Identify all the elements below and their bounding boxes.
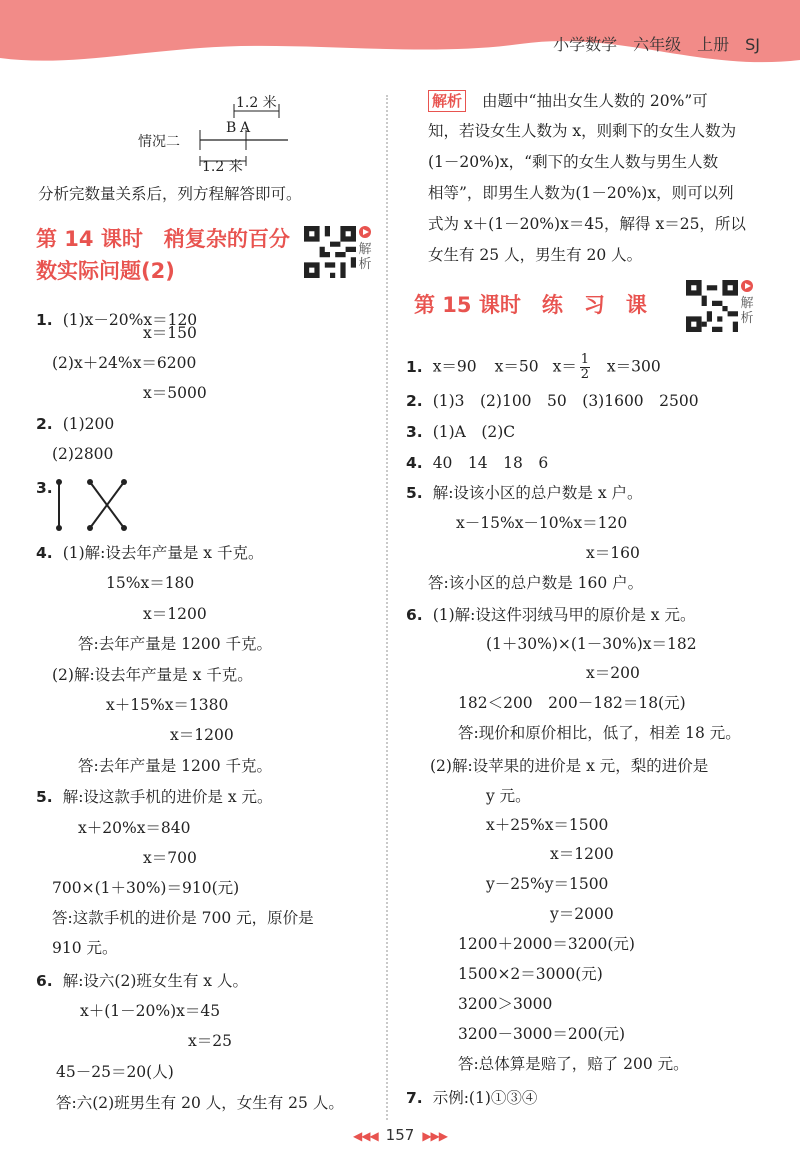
answer-text: x＝25 [188,1032,232,1050]
qr-label: 解析 [358,242,372,272]
fraction-denominator: 2 [580,367,590,382]
left-answer-line [143,322,197,344]
answer-text: x＝200 [586,664,640,682]
diagram-bottom-length: 1.2 米 [202,159,243,175]
answer-text: x＝1200 [170,726,234,744]
question-number: 5. [36,788,53,806]
left-answer-line [78,633,272,655]
header-subject: 小学数学 [553,35,618,54]
answer-text: 答:现价和原价相比，低了，相差 18 元。 [458,724,741,742]
answer-text: x＋(1－20%)x＝45 [80,1002,221,1020]
answer-text: x＝1200 [550,845,614,863]
fraction-one-half [580,353,590,382]
answer-text: (1)解:设这件羽绒马甲的原价是 x 元。 [432,606,696,624]
left-answer-line [106,572,194,594]
answer-text: 答:去年产量是 1200 千克。 [78,635,273,653]
question-number: 5. [406,484,423,502]
answer-text: x＋25%x＝1500 [486,816,609,834]
left-answer-line [52,664,253,686]
left-answer-line [52,937,118,959]
right-answer-1 [406,353,661,382]
answer-text: 1200＋2000＝3200(元) [458,935,635,953]
analysis-text: 相等”，即男生人数为(1－20%)x，则可以列 [428,184,734,202]
right-answer-line [430,755,708,777]
right-answer-line [406,482,643,504]
right-answer-line [458,1053,689,1075]
answer-1a: x＝90 [432,357,477,376]
analysis-text: 式为 x＋(1－20%)x＝45，解得 x＝25，所以 [428,215,746,233]
fraction-numerator: 1 [580,352,590,367]
answer-text: (1)x－20%x＝120 [62,311,198,329]
right-answer-line [550,843,614,865]
analysis-line [428,90,708,112]
question-number: 7. [406,1089,423,1107]
answer-text: x＝700 [143,849,197,867]
right-answer-line [406,421,515,443]
qr-code-icon[interactable] [686,280,738,332]
left-answer-line [188,1030,232,1052]
answer-1c-prefix: x＝ [552,357,577,376]
answer-1d: x＝300 [606,357,661,376]
left-answer-line [170,724,234,746]
answer-text: 1500×2＝3000(元) [458,965,603,983]
prev-arrows-icon: ◀◀◀ [352,1129,378,1143]
answer-text: x＝160 [586,544,640,562]
analysis-text: 由题中“抽出女生人数的 20%”可 [482,92,708,110]
question-number: 3. [406,423,423,441]
left-answer-line [106,694,228,716]
lesson14-title-line1: 第 14 课时 稍复杂的百分 [36,227,290,251]
analysis-text: (1－20%)x，“剩下的女生人数与男生人数 [428,153,719,171]
answer-text: (1)A (2)C [432,423,516,441]
answer-text: 910 元。 [52,939,118,957]
answer-text: (1＋30%)×(1－30%)x＝182 [486,635,697,653]
answer-text: 解:设该小区的总户数是 x 户。 [432,484,643,502]
analysis-line [428,120,736,142]
answer-text: (2)解:设苹果的进价是 x 元，梨的进价是 [430,757,709,775]
answer-text: 答:总体算是赔了，赔了 200 元。 [458,1055,689,1073]
answer-text: 答:六(2)班男生有 20 人，女生有 25 人。 [56,1094,344,1112]
analysis-line [428,151,718,173]
left-answer-line [52,877,239,899]
question-number: 3. [36,479,53,497]
page-footer [0,1126,800,1144]
answer-text: 答:该小区的总户数是 160 户。 [428,574,644,592]
left-answer-line [52,443,113,465]
left-answer-line [36,413,114,435]
play-icon [741,280,753,292]
answer-text: y＝2000 [550,905,614,923]
answer-text: 3200＞3000 [458,995,553,1013]
right-answer-line [486,814,608,836]
right-answer-line [406,390,699,412]
right-answer-line [428,572,643,594]
diagram-case-label: 情况二 [138,134,180,150]
question-number: 2. [36,415,53,433]
left-answer-line [80,1000,220,1022]
right-answer-line [456,512,627,534]
column-divider [386,95,388,1120]
right-answer-line [486,633,697,655]
lesson15-title: 第 15 课时 练 习 课 [414,293,647,317]
right-answer-line [458,963,603,985]
analysis-text: 女生有 25 人，男生有 20 人。 [428,246,643,264]
question-number: 6. [36,972,53,990]
answer-text: 解:设六(2)班女生有 x 人。 [62,972,248,990]
answer-text: 答:这款手机的进价是 700 元，原价是 [52,909,314,927]
right-answer-line [458,993,552,1015]
play-icon [359,226,371,238]
question-number: 1. [36,311,53,329]
left-answer-line [143,382,207,404]
page-header [0,0,800,84]
analysis-line [428,182,734,204]
header-grade: 六年级 [633,35,682,54]
right-answer-line [458,722,741,744]
qr-label: 解析 [740,296,754,326]
diagram-top-length: 1.2 米 [236,95,277,111]
answer-text: x－15%x－10%x＝120 [456,514,628,532]
answer-text: (2)解:设去年产量是 x 千克。 [52,666,253,684]
page-number: 157 [385,1126,415,1144]
answer-1b: x＝50 [494,357,539,376]
right-answer-line [458,933,635,955]
answer-text: (2)x＋24%x＝6200 [52,354,197,372]
answer-text: 40 14 18 6 [432,454,549,472]
question-number: 4. [406,454,423,472]
answer-text: x＋15%x＝1380 [106,696,229,714]
answer-text: y 元。 [486,787,531,805]
lesson14-title-line2: 数实际问题(2) [36,259,175,283]
left-answer-line [78,755,272,777]
diagram-point-a: A [240,120,251,136]
answer-text: 解:设这款手机的进价是 x 元。 [62,788,273,806]
left-answer-line [52,907,314,929]
answer-text: 700×(1＋30%)＝910(元) [52,879,240,897]
left-answer-line [78,817,191,839]
right-answer-line [406,1087,537,1109]
question-number: 4. [36,544,53,562]
right-answer-line [550,903,614,925]
right-answer-line [458,692,686,714]
segment-diagram [138,92,298,174]
question-number: 1. [406,357,423,376]
left-answer-line [56,1061,174,1083]
header-edition: SJ [745,35,760,54]
question-number: 2. [406,392,423,410]
answer-text: x＋20%x＝840 [78,819,191,837]
left-answer-line [36,970,248,992]
right-answer-line [586,542,640,564]
matching-lines-diagram [48,478,138,532]
answer-text: 15%x＝180 [106,574,195,592]
left-answer-line [36,786,273,808]
right-answer-line [486,785,531,807]
right-answer-line [406,452,548,474]
right-answer-line [586,662,640,684]
qr-code-icon[interactable] [304,226,356,278]
left-answer-line [143,847,197,869]
left-answer-line [56,1092,344,1114]
answer-text: y－25%y＝1500 [486,875,609,893]
header-volume: 上册 [697,35,730,54]
analysis-tag: 解析 [428,90,466,112]
left-answer-line [36,542,263,564]
right-answer-line [458,1023,625,1045]
answer-text: 182＜200 200－182＝18(元) [458,694,686,712]
answer-text: 45－25＝20(人) [56,1063,174,1081]
right-answer-line [486,873,608,895]
answer-text: (1)3 (2)100 50 (3)1600 2500 [432,392,699,410]
left-answer-line [143,603,207,625]
left-intro: 分析完数量关系后，列方程解答即可。 [38,185,302,203]
answer-text: 示例:(1)①③④ [432,1089,538,1107]
answer-text: x＝1200 [143,605,207,623]
next-arrows-icon: ▶▶▶ [422,1129,447,1143]
answer-text: (2)2800 [52,445,114,463]
answer-text: 3200－3000＝200(元) [458,1025,626,1043]
analysis-line [428,244,642,266]
answer-text: (1)200 [62,415,115,433]
answer-text: x＝5000 [143,384,207,402]
left-answer-line [52,352,196,374]
analysis-text: 知，若设女生人数为 x，则剩下的女生人数为 [428,122,737,140]
diagram-point-b: B [226,120,237,136]
header-book-info [537,32,760,55]
analysis-line [428,213,746,235]
right-answer-line [406,604,695,626]
answer-text: (1)解:设去年产量是 x 千克。 [62,544,264,562]
answer-text: 答:去年产量是 1200 千克。 [78,757,273,775]
answer-text: x＝150 [143,324,197,342]
question-number: 6. [406,606,423,624]
